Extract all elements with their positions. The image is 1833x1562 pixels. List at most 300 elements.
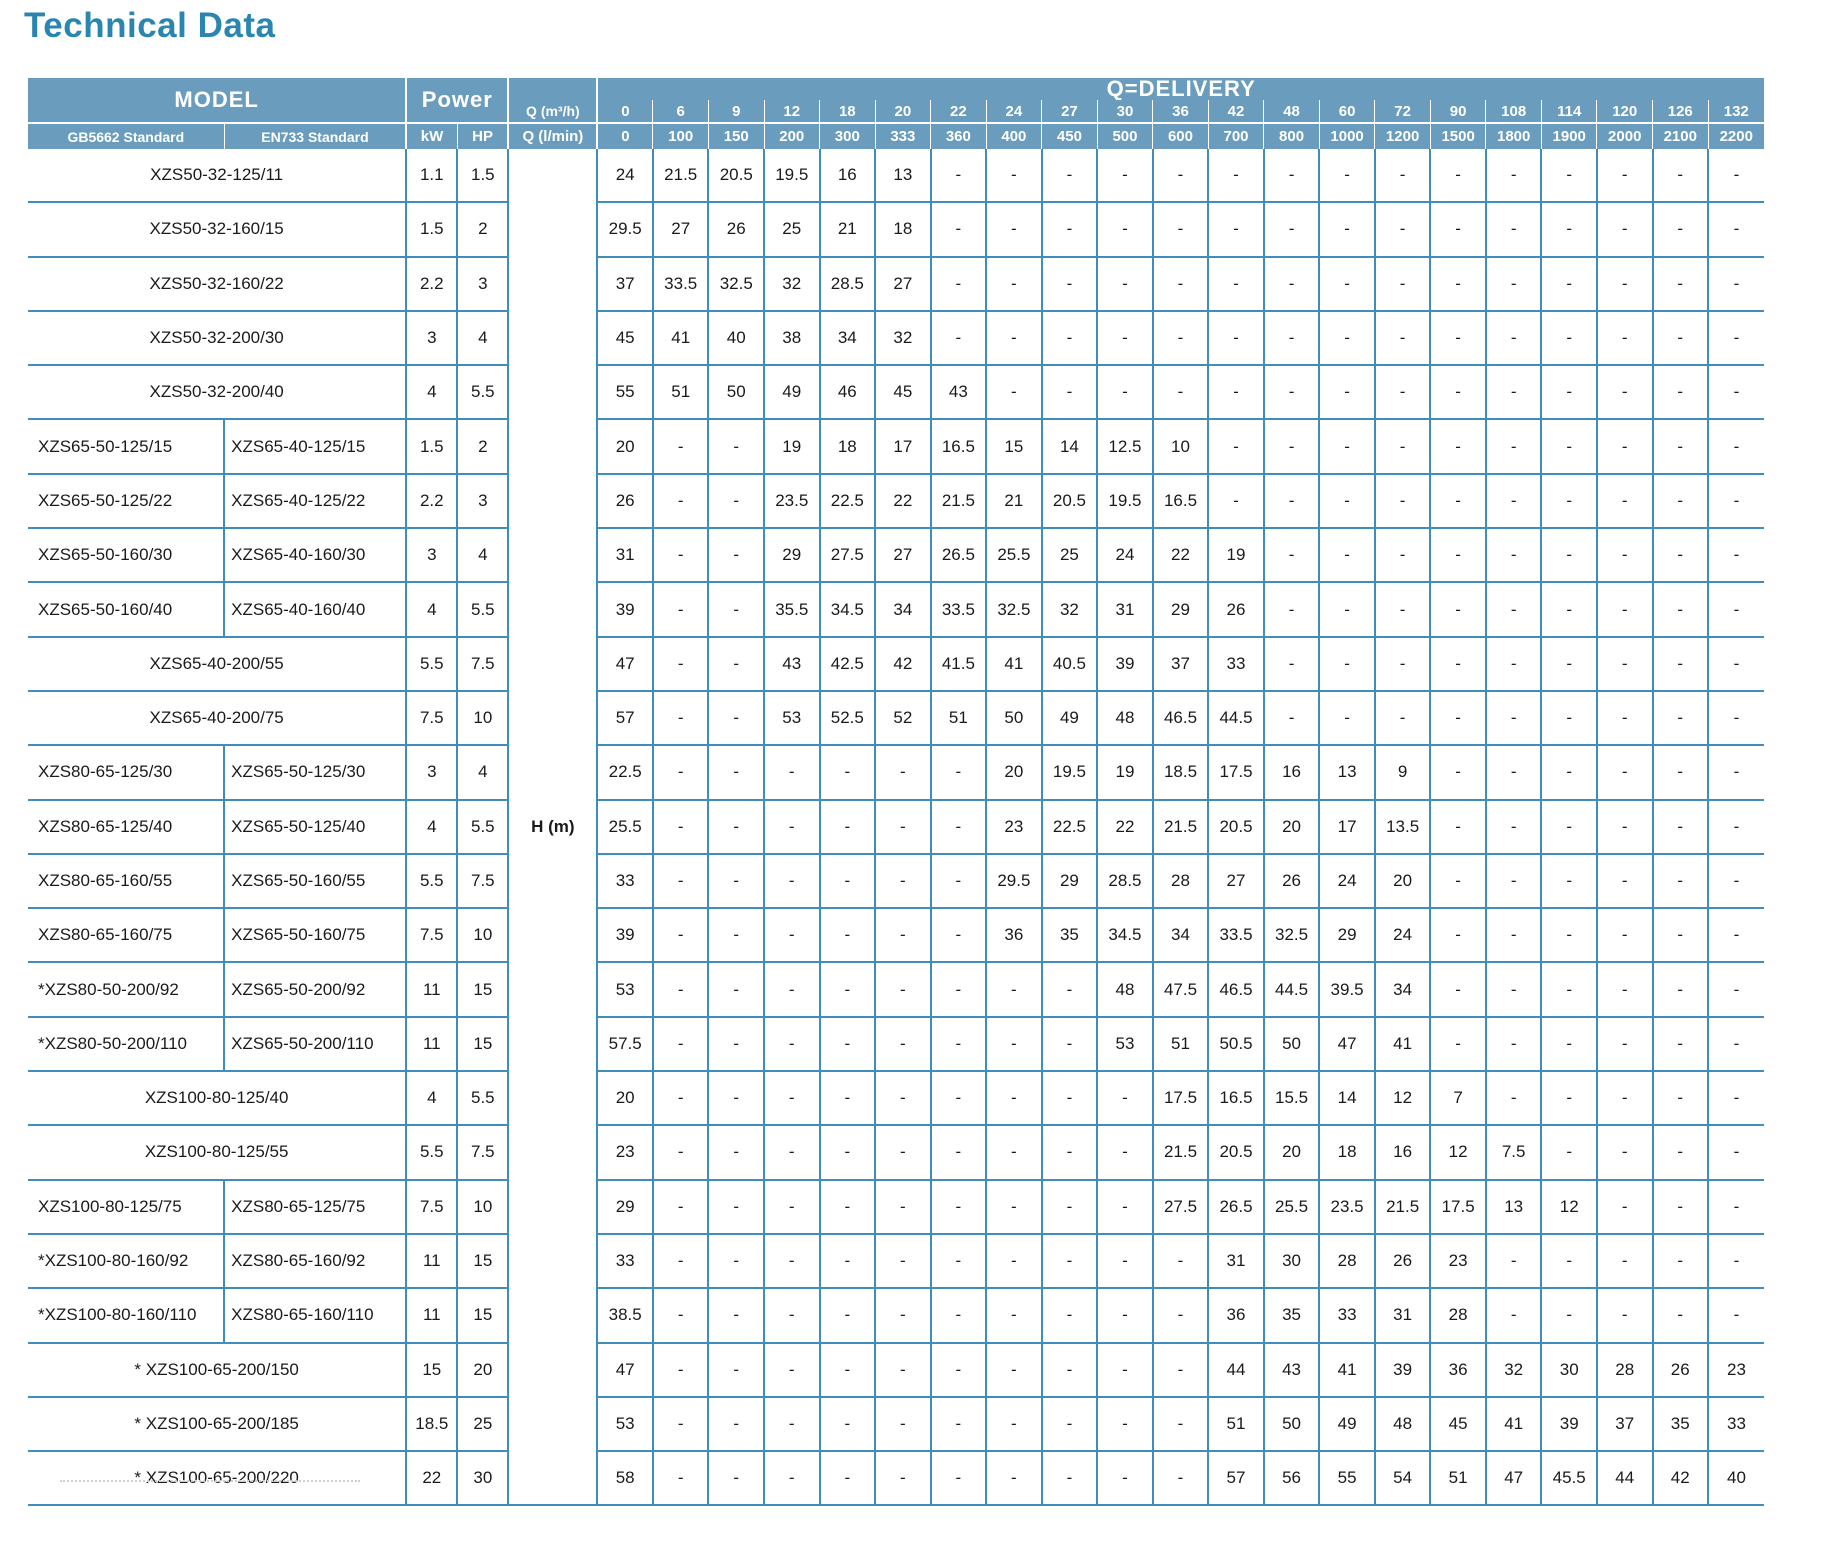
table-row (28, 419, 1764, 473)
head-value-cell: 29 (764, 528, 820, 582)
head-value-cell: - (653, 637, 709, 691)
head-value-cell: - (1541, 474, 1597, 528)
head-value-cell: - (708, 962, 764, 1016)
head-value-cell: - (1430, 691, 1486, 745)
head-value-cell: - (820, 1288, 876, 1342)
head-value-cell: - (1375, 202, 1431, 256)
head-value-cell: 34.5 (1097, 908, 1153, 962)
head-value-cell: 41 (1319, 1343, 1375, 1397)
head-value-cell: 31 (1097, 582, 1153, 636)
head-value-cell: 37 (1597, 1397, 1653, 1451)
head-value-cell: - (708, 745, 764, 799)
head-value-cell: - (1653, 1234, 1709, 1288)
head-value-cell: 31 (1208, 1234, 1264, 1288)
head-value-cell: 17 (875, 419, 931, 473)
head-value-cell: 51 (1430, 1451, 1486, 1505)
head-value-cell: - (1708, 854, 1764, 908)
head-value-cell: - (1042, 1234, 1098, 1288)
table-row (28, 1234, 1764, 1288)
power-kw: 5.5 (406, 637, 457, 691)
head-value-cell: - (1486, 474, 1542, 528)
table-row (28, 1288, 1764, 1342)
model-gb-standard: XZS65-50-125/22 (28, 474, 224, 528)
head-value-cell: - (1541, 691, 1597, 745)
power-kw: 4 (406, 800, 457, 854)
head-value-cell: - (1042, 1125, 1098, 1179)
head-value-cell: - (1597, 257, 1653, 311)
header-q-lmin-value: 600 (1153, 123, 1209, 149)
head-value-cell: 29 (1319, 908, 1375, 962)
head-value-cell: - (986, 1017, 1042, 1071)
head-value-cell: 18 (1319, 1125, 1375, 1179)
header-q-lmin-value: 2000 (1597, 123, 1653, 149)
head-value-cell: - (820, 854, 876, 908)
head-value-cell: - (1486, 419, 1542, 473)
head-value-cell: 50 (986, 691, 1042, 745)
head-value-cell: - (1042, 311, 1098, 365)
head-value-cell: - (764, 1451, 820, 1505)
head-value-cell: - (875, 1017, 931, 1071)
power-kw: 7.5 (406, 908, 457, 962)
head-value-cell: - (1430, 745, 1486, 799)
head-value-cell: - (1319, 365, 1375, 419)
head-value-cell: - (1153, 311, 1209, 365)
head-value-cell: - (1319, 582, 1375, 636)
head-value-cell: 44.5 (1208, 691, 1264, 745)
head-value-cell: 47 (597, 1343, 653, 1397)
head-value-cell: 32.5 (708, 257, 764, 311)
head-value-cell: - (1486, 582, 1542, 636)
head-value-cell: - (1430, 962, 1486, 1016)
head-value-cell: 20.5 (708, 149, 764, 202)
header-q-m3h-value: 36 (1153, 100, 1209, 123)
head-value-cell: - (1541, 311, 1597, 365)
head-value-cell: - (1208, 311, 1264, 365)
head-value-cell: - (653, 854, 709, 908)
head-value-cell: - (1264, 365, 1320, 419)
head-value-cell: 13.5 (1375, 800, 1431, 854)
head-value-cell: 31 (597, 528, 653, 582)
model-gb-standard: *XZS80-50-200/92 (28, 962, 224, 1016)
head-value-cell: - (1375, 419, 1431, 473)
head-value-cell: - (653, 745, 709, 799)
head-value-cell: - (1430, 419, 1486, 473)
head-value-cell: - (986, 1343, 1042, 1397)
head-value-cell: 9 (1375, 745, 1431, 799)
head-value-cell: 15.5 (1264, 1071, 1320, 1125)
head-value-cell: - (653, 691, 709, 745)
power-hp: 5.5 (457, 800, 508, 854)
head-value-cell: 33 (1708, 1397, 1764, 1451)
header-q-m3h-value: 114 (1541, 100, 1597, 123)
head-value-cell: - (1208, 365, 1264, 419)
head-value-cell: - (1541, 1071, 1597, 1125)
head-value-cell: - (1486, 745, 1542, 799)
head-value-cell: 23 (1430, 1234, 1486, 1288)
power-hp: 15 (457, 1288, 508, 1342)
head-value-cell: - (1319, 528, 1375, 582)
head-value-cell: 26 (1264, 854, 1320, 908)
power-kw: 18.5 (406, 1397, 457, 1451)
table-row (28, 474, 1764, 528)
table-row (28, 1125, 1764, 1179)
head-value-cell: - (1541, 1017, 1597, 1071)
head-value-cell: - (875, 1180, 931, 1234)
head-value-cell: - (931, 854, 987, 908)
head-value-cell: 14 (1042, 419, 1098, 473)
head-value-cell: - (1597, 691, 1653, 745)
head-value-cell: 17 (1319, 800, 1375, 854)
model-gb-standard: XZS80-65-125/30 (28, 745, 224, 799)
head-value-cell: 7 (1430, 1071, 1486, 1125)
head-value-cell: 48 (1375, 1397, 1431, 1451)
model-en-standard: XZS65-50-125/30 (224, 745, 406, 799)
head-value-cell: - (1486, 1234, 1542, 1288)
head-value-cell: - (1375, 257, 1431, 311)
head-value-cell: - (1486, 637, 1542, 691)
head-value-cell: 39.5 (1319, 962, 1375, 1016)
head-value-cell: 10 (1153, 419, 1209, 473)
head-value-cell: 26.5 (1208, 1180, 1264, 1234)
head-value-cell: - (931, 908, 987, 962)
power-kw: 11 (406, 1234, 457, 1288)
head-value-cell: - (1375, 311, 1431, 365)
head-value-cell: - (1097, 311, 1153, 365)
head-value-cell: - (1153, 202, 1209, 256)
head-value-cell: - (986, 1071, 1042, 1125)
head-value-cell: - (1430, 637, 1486, 691)
head-value-cell: 36 (986, 908, 1042, 962)
head-value-cell: - (1097, 365, 1153, 419)
head-value-cell: 32.5 (1264, 908, 1320, 962)
head-value-cell: 47 (597, 637, 653, 691)
head-value-cell: - (875, 962, 931, 1016)
head-value-cell: - (1319, 474, 1375, 528)
head-value-cell: - (764, 1071, 820, 1125)
head-value-cell: 20.5 (1042, 474, 1098, 528)
head-value-cell: - (764, 1017, 820, 1071)
header-power: Power (406, 78, 508, 123)
head-value-cell: - (875, 1288, 931, 1342)
head-value-cell: - (931, 962, 987, 1016)
head-value-cell: 58 (597, 1451, 653, 1505)
head-value-cell: - (1486, 528, 1542, 582)
head-value-cell: - (820, 1451, 876, 1505)
head-value-cell: - (1486, 854, 1542, 908)
head-value-cell: - (931, 202, 987, 256)
head-value-cell: - (708, 1288, 764, 1342)
head-value-cell: 51 (1208, 1397, 1264, 1451)
head-value-cell: 7.5 (1486, 1125, 1542, 1179)
head-value-cell: - (1653, 202, 1709, 256)
head-value-cell: 46 (820, 365, 876, 419)
head-value-cell: 13 (875, 149, 931, 202)
head-value-cell: - (1375, 528, 1431, 582)
head-value-cell: 21.5 (1375, 1180, 1431, 1234)
head-value-cell: - (1208, 149, 1264, 202)
head-value-cell: - (1597, 908, 1653, 962)
head-value-cell: - (708, 800, 764, 854)
head-value-cell: 26 (597, 474, 653, 528)
head-value-cell: 56 (1264, 1451, 1320, 1505)
head-value-cell: - (1597, 528, 1653, 582)
table-header (28, 78, 1764, 149)
head-value-cell: 19 (1097, 745, 1153, 799)
head-value-cell: - (875, 854, 931, 908)
head-value-cell: - (1208, 257, 1264, 311)
head-value-cell: - (1653, 637, 1709, 691)
head-value-cell: - (1653, 745, 1709, 799)
head-value-cell: - (1264, 419, 1320, 473)
head-value-cell: - (1708, 637, 1764, 691)
head-value-cell: - (1708, 257, 1764, 311)
head-value-cell: - (764, 1125, 820, 1179)
head-value-cell: 51 (931, 691, 987, 745)
head-value-cell: 35 (1653, 1397, 1709, 1451)
head-value-cell: 32 (875, 311, 931, 365)
header-q-lmin-value: 700 (1208, 123, 1264, 149)
head-value-cell: - (1097, 1451, 1153, 1505)
head-value-cell: - (1653, 257, 1709, 311)
head-value-cell: - (1097, 257, 1153, 311)
head-value-cell: - (820, 745, 876, 799)
head-value-cell: - (931, 1017, 987, 1071)
head-value-cell: - (1486, 1071, 1542, 1125)
head-value-cell: 34 (1153, 908, 1209, 962)
header-q-lmin-value: 1800 (1486, 123, 1542, 149)
head-value-cell: - (1264, 637, 1320, 691)
power-hp: 15 (457, 1234, 508, 1288)
head-value-cell: 27 (875, 257, 931, 311)
head-value-cell: 28 (1597, 1343, 1653, 1397)
head-value-cell: - (1708, 474, 1764, 528)
header-q-m3h-value: 108 (1486, 100, 1542, 123)
head-value-cell: - (1597, 474, 1653, 528)
head-value-cell: - (1708, 745, 1764, 799)
head-value-cell: - (1486, 962, 1542, 1016)
head-value-cell: 46.5 (1208, 962, 1264, 1016)
head-value-cell: 17.5 (1153, 1071, 1209, 1125)
head-value-cell: 44 (1208, 1343, 1264, 1397)
head-value-cell: - (1375, 474, 1431, 528)
header-q-lmin-value: 400 (986, 123, 1042, 149)
head-value-cell: - (1153, 1234, 1209, 1288)
header-q-m3h-value: 6 (653, 100, 709, 123)
head-value-cell: 22.5 (820, 474, 876, 528)
head-value-cell: 47 (1319, 1017, 1375, 1071)
power-kw: 15 (406, 1343, 457, 1397)
head-value-cell: - (986, 149, 1042, 202)
head-value-cell: - (708, 1451, 764, 1505)
header-q-lmin-value: 2200 (1708, 123, 1764, 149)
head-value-cell: - (1486, 257, 1542, 311)
head-value-cell: 13 (1486, 1180, 1542, 1234)
head-value-cell: - (1597, 1017, 1653, 1071)
head-value-cell: - (1097, 1234, 1153, 1288)
head-value-cell: 26 (1653, 1343, 1709, 1397)
head-value-cell: 33 (1208, 637, 1264, 691)
model-gb-standard: XZS50-32-200/40 (28, 365, 406, 419)
power-kw: 22 (406, 1451, 457, 1505)
model-en-standard: XZS65-40-160/30 (224, 528, 406, 582)
power-kw: 11 (406, 1017, 457, 1071)
power-hp: 30 (457, 1451, 508, 1505)
head-value-cell: - (875, 1125, 931, 1179)
head-value-cell: - (1430, 257, 1486, 311)
head-value-cell: 26 (708, 202, 764, 256)
header-q-m3h-value: 120 (1597, 100, 1653, 123)
head-value-cell: - (1708, 1180, 1764, 1234)
power-kw: 2.2 (406, 257, 457, 311)
head-value-cell: - (1541, 745, 1597, 799)
head-value-cell: 25.5 (986, 528, 1042, 582)
head-value-cell: 53 (1097, 1017, 1153, 1071)
head-value-cell: 49 (1319, 1397, 1375, 1451)
head-value-cell: - (1097, 1343, 1153, 1397)
head-value-cell: 33 (597, 1234, 653, 1288)
head-value-cell: - (708, 1180, 764, 1234)
head-value-cell: 27.5 (1153, 1180, 1209, 1234)
head-value-cell: - (1097, 1180, 1153, 1234)
head-value-cell: - (1375, 149, 1431, 202)
head-value-cell: - (1486, 311, 1542, 365)
header-q-lmin-value: 1200 (1375, 123, 1431, 149)
head-value-cell: 35 (1042, 908, 1098, 962)
head-value-cell: - (1042, 1288, 1098, 1342)
head-value-cell: - (1708, 1234, 1764, 1288)
head-value-cell: 29 (597, 1180, 653, 1234)
table-row (28, 1071, 1764, 1125)
head-value-cell: 52 (875, 691, 931, 745)
head-value-cell: - (1486, 365, 1542, 419)
head-value-cell: - (653, 1071, 709, 1125)
header-q-m3h-value: 24 (986, 100, 1042, 123)
head-value-cell: 26 (1375, 1234, 1431, 1288)
head-value-cell: - (708, 528, 764, 582)
head-value-cell: 16.5 (1153, 474, 1209, 528)
head-value-cell: - (1042, 962, 1098, 1016)
table-row (28, 257, 1764, 311)
head-value-cell: - (1042, 365, 1098, 419)
table-row (28, 1397, 1764, 1451)
head-value-cell: 18 (875, 202, 931, 256)
header-q-m3h-value: 30 (1097, 100, 1153, 123)
head-value-cell: 21 (820, 202, 876, 256)
model-gb-standard: XZS65-40-200/55 (28, 637, 406, 691)
head-value-cell: 55 (1319, 1451, 1375, 1505)
head-value-cell: - (708, 1125, 764, 1179)
head-value-cell: 16 (820, 149, 876, 202)
head-value-cell: 49 (1042, 691, 1098, 745)
head-value-cell: 45.5 (1541, 1451, 1597, 1505)
head-value-cell: 48 (1097, 691, 1153, 745)
head-value-cell: - (1653, 962, 1709, 1016)
head-value-cell: - (986, 1288, 1042, 1342)
head-value-cell: 39 (1097, 637, 1153, 691)
header-q-lmin-value: 1900 (1541, 123, 1597, 149)
head-value-cell: - (1430, 1017, 1486, 1071)
head-value-cell: 30 (1264, 1234, 1320, 1288)
head-value-cell: 15 (986, 419, 1042, 473)
head-value-cell: - (764, 1343, 820, 1397)
head-value-cell: 33.5 (653, 257, 709, 311)
head-value-cell: - (764, 1180, 820, 1234)
header-q-lmin-value: 100 (653, 123, 709, 149)
table-row (28, 1343, 1764, 1397)
power-hp: 4 (457, 528, 508, 582)
power-kw: 4 (406, 365, 457, 419)
head-value-cell: - (1486, 800, 1542, 854)
head-value-cell: 34 (820, 311, 876, 365)
head-value-cell: 38.5 (597, 1288, 653, 1342)
head-value-cell: 27 (653, 202, 709, 256)
power-hp: 10 (457, 1180, 508, 1234)
power-kw: 4 (406, 582, 457, 636)
header-q-lmin-value: 1000 (1319, 123, 1375, 149)
head-value-cell: - (1708, 1288, 1764, 1342)
head-value-cell: - (1430, 474, 1486, 528)
head-value-cell: 32 (1486, 1343, 1542, 1397)
header-en-standard: EN733 Standard (224, 123, 406, 149)
head-value-cell: 51 (1153, 1017, 1209, 1071)
head-value-cell: 45 (597, 311, 653, 365)
power-kw: 7.5 (406, 691, 457, 745)
head-value-cell: - (1375, 365, 1431, 419)
head-value-cell: - (931, 149, 987, 202)
model-gb-standard: XZS80-65-160/75 (28, 908, 224, 962)
head-value-cell: - (1486, 908, 1542, 962)
head-value-cell: 12 (1375, 1071, 1431, 1125)
header-q-m3h-value: 27 (1042, 100, 1098, 123)
head-value-cell: 42 (875, 637, 931, 691)
head-value-cell: 53 (597, 962, 653, 1016)
header-q-m3h-value: 20 (875, 100, 931, 123)
power-hp: 2 (457, 202, 508, 256)
head-value-cell: - (931, 1071, 987, 1125)
power-hp: 4 (457, 311, 508, 365)
head-value-cell: 35 (1264, 1288, 1320, 1342)
head-value-cell: - (986, 1234, 1042, 1288)
head-value-cell: 41 (1375, 1017, 1431, 1071)
head-value-cell: - (1708, 1017, 1764, 1071)
table-row (28, 149, 1764, 202)
head-value-cell: - (1430, 365, 1486, 419)
head-value-cell: - (1208, 419, 1264, 473)
head-value-cell: - (1597, 202, 1653, 256)
head-value-cell: 19 (764, 419, 820, 473)
header-q-lmin-value: 450 (1042, 123, 1098, 149)
head-value-cell: - (875, 1451, 931, 1505)
head-value-cell: - (820, 1343, 876, 1397)
power-hp: 25 (457, 1397, 508, 1451)
model-gb-standard: XZS80-65-160/55 (28, 854, 224, 908)
head-value-cell: - (1708, 365, 1764, 419)
power-hp: 2 (457, 419, 508, 473)
head-value-cell: - (1097, 149, 1153, 202)
head-value-cell: - (1430, 311, 1486, 365)
head-value-cell: - (1597, 582, 1653, 636)
head-value-cell: - (1541, 1234, 1597, 1288)
head-value-cell: 20 (1264, 800, 1320, 854)
head-value-cell: 22 (1097, 800, 1153, 854)
head-value-cell: 53 (764, 691, 820, 745)
head-value-cell: 33 (597, 854, 653, 908)
head-value-cell: 49 (764, 365, 820, 419)
head-value-cell: 18 (820, 419, 876, 473)
head-value-cell: - (1541, 149, 1597, 202)
head-value-cell: 50 (708, 365, 764, 419)
head-value-cell: 50 (1264, 1017, 1320, 1071)
